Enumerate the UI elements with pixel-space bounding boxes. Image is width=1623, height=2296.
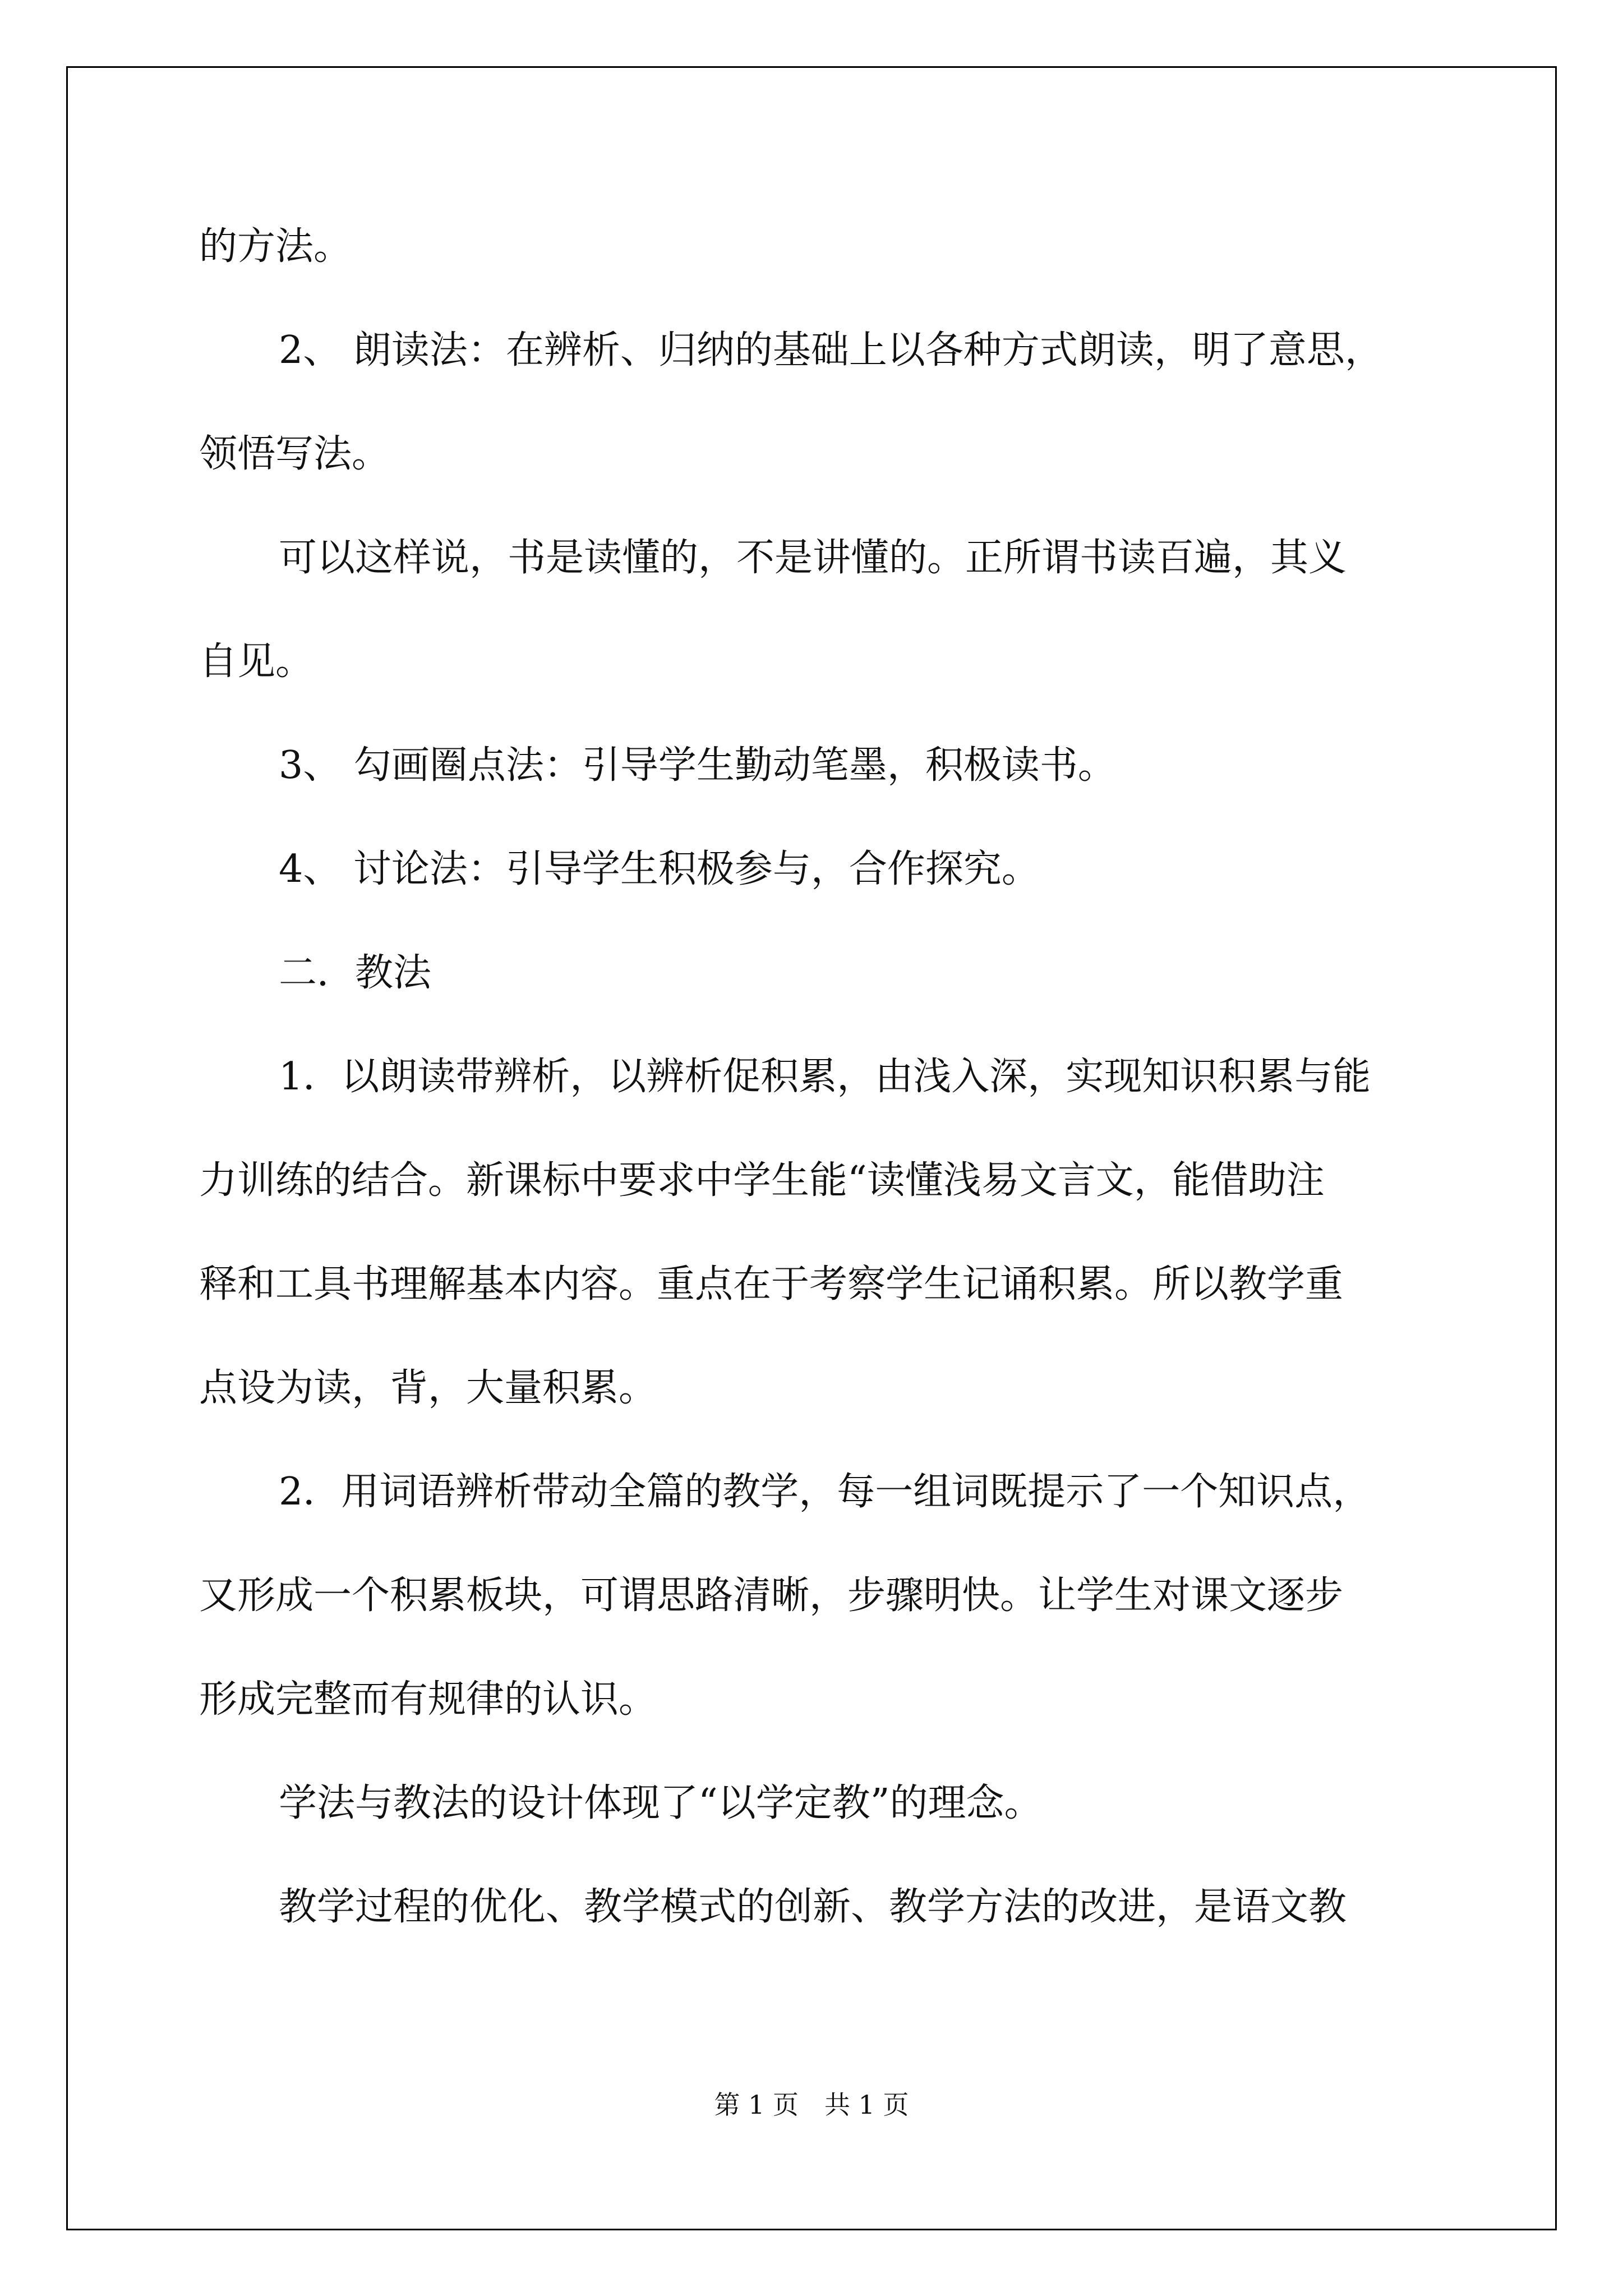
text-line: 4、 讨论法：引导学生积极参与，合作探究。 — [279, 847, 1040, 891]
text-line: 2．用词语辨析带动全篇的教学，每一组词既提示了一个知识点， — [279, 1470, 1371, 1514]
text-line: 1．以朗读带辨析，以辨析促积累，由浅入深，实现知识积累与能 — [279, 1055, 1371, 1099]
text-line: 可以这样说，书是读懂的，不是讲懂的。正所谓书读百遍，其义 — [279, 536, 1347, 580]
text-line: 教学过程的优化、教学模式的创新、教学方法的改进，是语文教 — [279, 1885, 1347, 1929]
text-line: 3、 勾画圈点法：引导学生勤动笔墨，积极读书。 — [279, 743, 1116, 788]
text-line: 自见。 — [199, 639, 314, 684]
text-line: 力训练的结合。新课标中要求中学生能“读懂浅易文言文，能借助注 — [199, 1158, 1325, 1203]
text-line: 2、 朗读法：在辨析、归纳的基础上以各种方式朗读，明了意思， — [279, 328, 1383, 372]
text-line: 形成完整而有规律的认识。 — [199, 1677, 657, 1722]
text-line: 释和工具书理解基本内容。重点在于考察学生记诵积累。所以教学重 — [199, 1262, 1344, 1306]
text-line: 学法与教法的设计体现了“以学定教”的理念。 — [279, 1781, 1043, 1825]
text-line: 的方法。 — [199, 224, 352, 269]
text-line: 又形成一个积累板块，可谓思路清晰，步骤明快。让学生对课文逐步 — [199, 1573, 1344, 1618]
section-heading: 二．教法 — [279, 951, 432, 995]
page-number-footer: 第 1 页 共 1 页 — [714, 2090, 909, 2120]
text-line: 点设为读，背，大量积累。 — [199, 1366, 657, 1410]
text-line: 领悟写法。 — [199, 432, 390, 476]
